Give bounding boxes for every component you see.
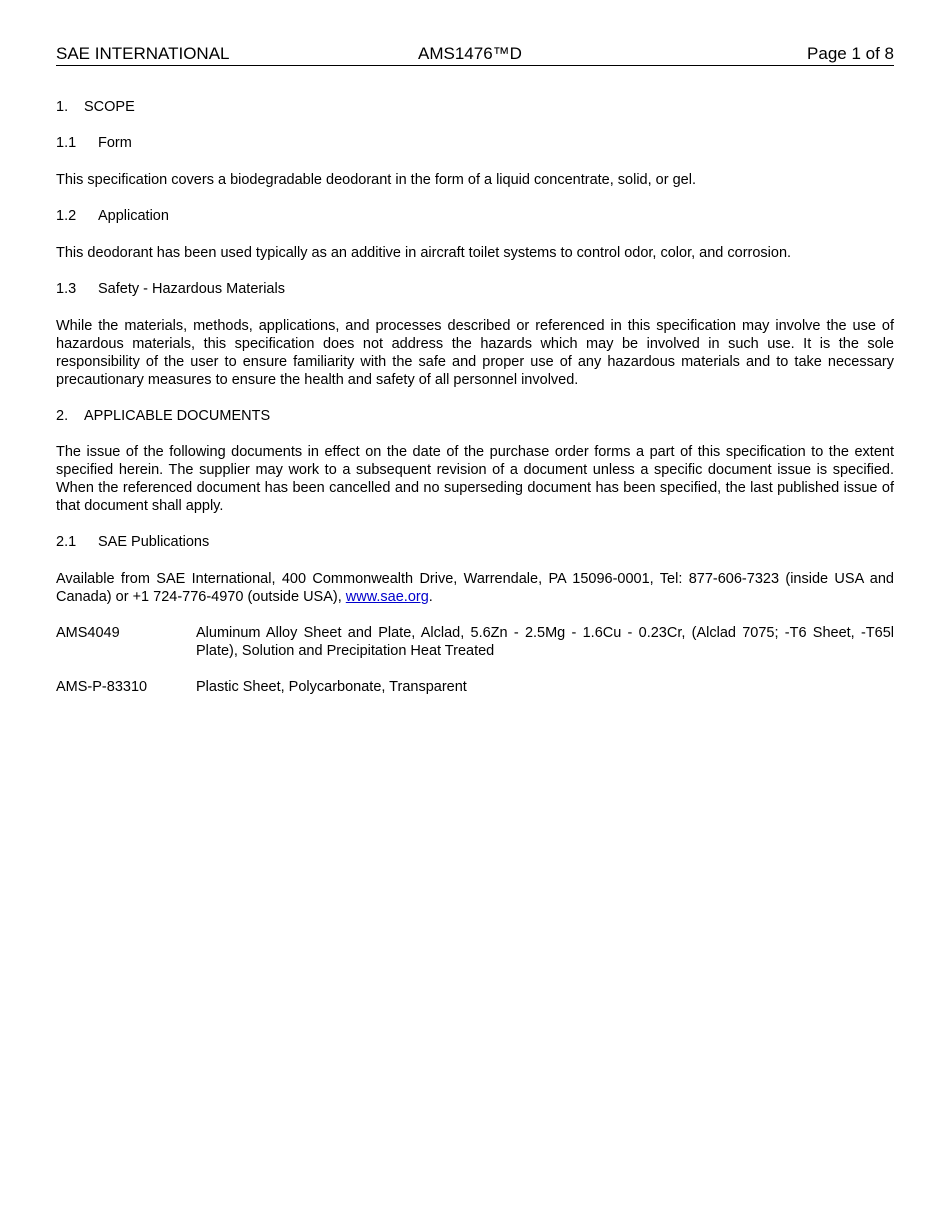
header-page-number: Page 1 of 8 xyxy=(807,44,894,63)
reference-title: Aluminum Alloy Sheet and Plate, Alclad, 5.6Zn - 2.5Mg - 1.6Cu - 0.23Cr, (Alclad 7075; -T6 Sheet, -T65l Plate), Solution and Precipitation Heat Treated xyxy=(196,625,894,659)
section-2-1-text xyxy=(56,570,894,606)
section-2-1-heading xyxy=(56,533,894,551)
availability-text-end: . xyxy=(428,589,433,605)
section-1-3-heading xyxy=(56,280,894,298)
section-2-text: The issue of the following documents in effect on the date of the purchase order forms a part of this specification to the extent specified herein. The supplier may work to a subsequent revision of a document unless a specific document issue is specified. When the referenced document has been cancelled and no superseding document has been specified, the last published issue of that document shall apply. xyxy=(56,444,894,514)
section-number: 1.2 xyxy=(56,208,77,224)
section-title: SCOPE xyxy=(84,99,135,115)
section-number: 1. xyxy=(56,99,69,115)
reference-code: AMS-P-83310 xyxy=(56,679,148,695)
header-org: SAE INTERNATIONAL xyxy=(56,44,230,63)
section-number: 2.1 xyxy=(56,534,77,550)
header-doc-id: AMS1476™D xyxy=(418,44,522,63)
section-1-2-heading xyxy=(56,207,894,225)
section-title: Application xyxy=(98,208,169,224)
section-title: APPLICABLE DOCUMENTS xyxy=(84,408,271,424)
section-number: 1.3 xyxy=(56,281,77,297)
section-1-2-text: This deodorant has been used typically as an additive in aircraft toilet systems to control odor, color, and corrosion. xyxy=(56,245,792,261)
section-1-1-text: This specification covers a biodegradable deodorant in the form of a liquid concentrate, solid, or gel. xyxy=(56,172,696,188)
reference-row xyxy=(56,624,894,660)
page-header xyxy=(56,44,894,66)
reference-row xyxy=(56,678,894,696)
availability-text: Available from SAE International, 400 Commonwealth Drive, Warrendale, PA 15096-0001, Tel: 877-606-7323 (inside USA and Canada) or +1 724-776-4970 (outside USA), xyxy=(56,571,894,605)
section-title: Safety - Hazardous Materials xyxy=(98,281,285,297)
section-2-heading xyxy=(56,407,894,425)
section-number: 1.1 xyxy=(56,135,77,151)
section-1-3-text: While the materials, methods, applications, and processes described or referenced in this specification may involve the use of hazardous materials, this specification does not address the hazards which may be involved in such use. It is the sole responsibility of the user to ensure familiarity with the safe and proper use of any hazardous materials and to take necessary precautionary measures to ensure the health and safety of all personnel involved. xyxy=(56,318,894,388)
section-number: 2. xyxy=(56,408,69,424)
sae-website-link[interactable]: www.sae.org xyxy=(345,589,429,605)
section-1-1-heading xyxy=(56,134,894,152)
section-1-heading xyxy=(56,98,894,116)
section-title: Form xyxy=(98,135,132,151)
reference-code: AMS4049 xyxy=(56,625,120,641)
reference-title: Plastic Sheet, Polycarbonate, Transparent xyxy=(196,679,467,695)
section-title: SAE Publications xyxy=(98,534,210,550)
